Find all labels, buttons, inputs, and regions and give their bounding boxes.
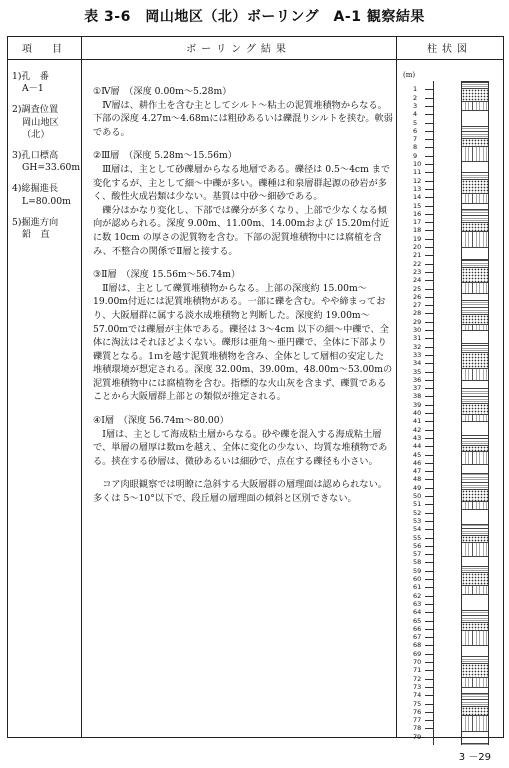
item-value: 岡山地区（北） [22, 116, 59, 140]
depth-tick [425, 654, 433, 655]
depth-label: 45 [413, 450, 422, 459]
depth-tick [425, 347, 433, 348]
section-heading: ④Ⅰ層 （深度 56.74m～80.00） [93, 415, 229, 427]
column-divider [81, 37, 82, 737]
depth-tick [425, 579, 433, 580]
depth-tick [425, 214, 433, 215]
depth-label: 57 [413, 550, 422, 559]
depth-tick [425, 712, 433, 713]
depth-tick [425, 463, 433, 464]
soil-layer [462, 231, 488, 248]
depth-label: 78 [413, 724, 422, 733]
depth-tick [425, 156, 433, 157]
depth-tick [425, 372, 433, 373]
item-direction [12, 217, 76, 241]
depth-label: 23 [413, 267, 422, 276]
depth-label: 41 [413, 417, 422, 426]
page-title: 表 3-6 岡山地区（北）ボーリング A-1 観察結果 [84, 9, 425, 25]
depth-tick [425, 612, 433, 613]
depth-label: 32 [413, 342, 422, 351]
observation-table [7, 36, 504, 741]
depth-label: 31 [413, 334, 422, 343]
boring-results [93, 85, 393, 506]
column-divider [396, 37, 397, 737]
depth-label: 79 [413, 732, 422, 741]
soil-layer [462, 663, 488, 678]
depth-tick [425, 264, 433, 265]
depth-label: 19 [413, 234, 422, 243]
depth-tick [425, 554, 433, 555]
depth-label: 43 [413, 433, 422, 442]
depth-tick [425, 521, 433, 522]
depth-tick [425, 637, 433, 638]
section-heading: ①Ⅳ層 （深度 0.00m～5.28m） [93, 86, 232, 97]
depth-label: 30 [413, 326, 422, 334]
soil-layer [462, 421, 488, 436]
soil-layer [462, 352, 488, 369]
soil-column [461, 81, 489, 745]
item-hole-number [12, 71, 76, 95]
depth-label: 44 [413, 442, 422, 451]
depth-tick [425, 239, 433, 240]
depth-tick [425, 380, 433, 381]
depth-label: 55 [413, 533, 422, 542]
depth-label: 67 [413, 633, 422, 642]
depth-label: 22 [413, 259, 422, 268]
depth-label: 58 [413, 558, 422, 567]
depth-label: 37 [413, 384, 422, 393]
depth-tick [425, 488, 433, 489]
depth-label: 74 [413, 691, 422, 700]
soil-layer [462, 473, 488, 490]
soil-layer [462, 594, 488, 611]
soil-layer [462, 630, 488, 646]
page-number: 3 －29 [458, 752, 491, 763]
soil-layer [462, 330, 488, 344]
depth-label: 34 [413, 359, 422, 368]
item-label: 3)孔口標高 [12, 150, 59, 162]
depth-label: 75 [413, 699, 422, 708]
depth-label: 48 [413, 475, 422, 484]
layer-i-section [93, 414, 393, 468]
depth-label: 77 [413, 716, 422, 725]
depth-tick [425, 139, 433, 140]
depth-tick [425, 695, 433, 696]
depth-label: 39 [413, 400, 422, 409]
depth-tick [425, 255, 433, 256]
depth-label: 52 [413, 508, 422, 517]
depth-label: 1 [413, 85, 418, 94]
depth-label: 9 [413, 151, 418, 160]
soil-layer [462, 542, 488, 557]
depth-tick [425, 496, 433, 497]
depth-scale-line [433, 81, 434, 745]
depth-tick [425, 355, 433, 356]
depth-tick [425, 106, 433, 107]
depth-tick [425, 114, 433, 115]
depth-tick [425, 189, 433, 190]
soil-layer [462, 179, 488, 194]
observation-note: コア肉眼観察では明瞭に急斜する大阪層群の層理面は認められない。多くは 5～10°以下で、段丘層の層理面の傾斜と区別できない。 [93, 479, 387, 505]
depth-tick [425, 679, 433, 680]
depth-label: 76 [413, 707, 422, 716]
depth-label: 36 [413, 375, 422, 384]
depth-tick [425, 728, 433, 729]
depth-tick [425, 546, 433, 547]
soil-layer [462, 267, 488, 283]
depth-label: 24 [413, 276, 422, 285]
depth-tick [425, 720, 433, 721]
depth-label: 51 [413, 500, 422, 509]
depth-tick [425, 98, 433, 99]
depth-tick [425, 513, 433, 514]
item-elevation [12, 150, 81, 174]
depth-label: 50 [413, 492, 422, 500]
depth-label: 27 [413, 301, 422, 310]
depth-tick [425, 471, 433, 472]
depth-tick [425, 131, 433, 132]
depth-tick [425, 596, 433, 597]
depth-label: 63 [413, 599, 422, 608]
depth-tick [425, 413, 433, 414]
depth-tick [425, 230, 433, 231]
depth-label: 18 [413, 226, 422, 235]
depth-tick [425, 338, 433, 339]
depth-label: 72 [413, 674, 422, 683]
depth-tick [425, 645, 433, 646]
depth-tick [425, 438, 433, 439]
depth-label: 12 [413, 176, 422, 185]
depth-label: 5 [413, 118, 418, 127]
section-heading: ②Ⅲ層 （深度 5.28m～15.56m） [93, 150, 237, 162]
depth-tick [425, 430, 433, 431]
soil-layer [462, 88, 488, 102]
depth-label: 2 [413, 93, 418, 102]
item-label: 4)総掘進長 [12, 183, 59, 195]
depth-tick [425, 89, 433, 90]
depth-label: 15 [413, 201, 422, 210]
depth-label: 49 [413, 483, 422, 492]
depth-label: 35 [413, 367, 422, 376]
depth-tick [425, 421, 433, 422]
depth-tick [425, 206, 433, 207]
depth-label: 4 [413, 110, 418, 119]
section-heading: ③Ⅱ層 （深度 15.56m～56.74m） [93, 269, 241, 281]
depth-tick [425, 272, 433, 273]
depth-tick [425, 662, 433, 663]
soil-layer [462, 146, 488, 162]
depth-label: 73 [413, 682, 422, 691]
depth-label: 56 [413, 541, 422, 550]
soil-layer [462, 743, 488, 747]
header-column: 柱状図 [427, 44, 472, 55]
depth-tick [425, 305, 433, 306]
depth-label: 62 [413, 591, 422, 600]
depth-label: 25 [413, 284, 422, 293]
soil-layer [462, 715, 488, 732]
depth-label: 29 [413, 317, 422, 326]
depth-label: 11 [413, 168, 422, 177]
depth-tick [425, 330, 433, 331]
soil-layer [462, 388, 488, 404]
layer-ii-section [93, 268, 393, 404]
depth-label: 38 [413, 392, 422, 401]
depth-tick [425, 529, 433, 530]
layer-iv-section [93, 85, 393, 139]
item-list [12, 71, 81, 250]
boring-log-column [401, 61, 503, 741]
depth-tick [425, 172, 433, 173]
item-value: 鉛 直 [22, 229, 50, 241]
depth-label: 14 [413, 193, 422, 202]
depth-label: 69 [413, 649, 422, 658]
depth-tick [425, 621, 433, 622]
depth-label: 46 [413, 458, 422, 467]
depth-label: 64 [413, 608, 422, 617]
soil-layer [462, 693, 488, 707]
depth-tick [425, 538, 433, 539]
depth-label: 26 [413, 292, 422, 301]
depth-tick [425, 280, 433, 281]
depth-tick [425, 181, 433, 182]
depth-tick [425, 289, 433, 290]
depth-tick [425, 147, 433, 148]
depth-label: 33 [413, 350, 422, 359]
depth-tick [425, 313, 433, 314]
depth-label: 71 [413, 666, 422, 675]
depth-label: 61 [413, 583, 422, 592]
depth-tick [425, 737, 433, 738]
depth-tick [425, 446, 433, 447]
item-label: 5)掘進方向 [12, 216, 59, 228]
item-value: GH=33.60m [22, 162, 81, 174]
depth-label: 13 [413, 184, 422, 193]
depth-tick [425, 504, 433, 505]
depth-label: 40 [413, 409, 422, 417]
header-item: 項 目 [22, 44, 67, 55]
depth-label: 21 [413, 251, 422, 260]
depth-label: 54 [413, 525, 422, 534]
depth-tick [425, 247, 433, 248]
depth-tick [425, 297, 433, 298]
depth-tick [425, 670, 433, 671]
depth-tick [425, 687, 433, 688]
depth-tick [425, 405, 433, 406]
depth-tick [425, 629, 433, 630]
item-value: A－1 [22, 83, 44, 95]
depth-label: 42 [413, 425, 422, 434]
depth-label: 8 [413, 143, 418, 152]
depth-tick [425, 396, 433, 397]
depth-tick [425, 164, 433, 165]
header-divider [8, 59, 503, 60]
depth-label: 53 [413, 516, 422, 525]
depth-label: 16 [413, 209, 422, 218]
depth-tick [425, 571, 433, 572]
depth-label: 10 [413, 160, 422, 168]
item-label: 1)孔 番 [12, 71, 49, 82]
depth-tick [425, 322, 433, 323]
depth-label: 28 [413, 309, 422, 318]
depth-label: 3 [413, 101, 418, 110]
depth-tick [425, 587, 433, 588]
depth-label: 70 [413, 658, 422, 666]
soil-layer [462, 300, 488, 315]
depth-label: 20 [413, 243, 422, 251]
item-location [12, 104, 76, 141]
depth-label: 65 [413, 616, 422, 625]
section-body: Ⅲ層は、主として砂礫層からなる地層である。礫径は 0.5～4cm まで変化するが、主として細～中礫が多い。礫種は和泉層群起源の砂岩が多く、酸性火成岩類は少ない。基質は中砂～細砂である。 [93, 163, 391, 203]
depth-label: 7 [413, 135, 418, 144]
section-body: Ⅱ層は、主として礫質堆積物からなる。上部の深度約 15.00m～19.00m付近には泥質堆積物がある。一部に礫を含む。やや締まっており、大阪層群に属する淡水成堆積物と判断した。深度約 19.00m～57.00mでは礫層が主体である。礫径は 3～4cm 以下の細～中礫で、全体に淘汰はそれほどよくない。礫形は亜角～亜円礫で、全体に下部より礫質となる。1ｍを越す泥質堆積物を含み、全体として層相の安定した堆積環境が想定される。深度 32.00m、39.00m、48.00m～53.00mの泥質堆積物中には腐植物を含む。指標的な火山灰を含まず、礫質であることから大阪層群上部との類似が推定される。 [93, 282, 393, 403]
soil-layer [462, 209, 488, 223]
depth-label: 60 [413, 575, 422, 583]
soil-layer [462, 110, 488, 127]
depth-tick [425, 363, 433, 364]
depth-tick [425, 704, 433, 705]
section-body: Ⅳ層は、耕作土を含む主としてシルト～粘土の泥質堆積物からなる。下部の深度 4.27m～4.68mには粗砂あるいは礫混りシルトを挟む。軟弱である。 [93, 99, 393, 138]
soil-layer [462, 572, 488, 586]
section-body: Ⅰ層は、主として海成粘土層からなる。砂や礫を混入する海成粘土層で、単層の層厚は数ｍを越え、全体に変化の少ない、均質な堆積物である。挟在する砂層は、微砂あるいは細砂で、点在する礫径も小さい。 [93, 428, 388, 467]
depth-tick [425, 123, 433, 124]
depth-tick [425, 388, 433, 389]
depth-tick [425, 604, 433, 605]
section-body: 礫分はかなり変化し、下部では礫分が多くなり、上部で少なくなる傾向が認められる。深度 9.00m、11.00m、14.00mおよび 15.20m付近に数 10cm の厚さの泥質物を含む。下部の泥質堆積物中には腐植を含み、不整合の関係でⅡ層と接する。 [93, 204, 390, 257]
depth-label: 59 [413, 566, 422, 575]
item-length [12, 183, 76, 207]
depth-tick [425, 562, 433, 563]
soil-layer [462, 509, 488, 525]
depth-label: 6 [413, 126, 418, 135]
depth-unit-label: (m) [403, 71, 416, 79]
layer-iii-section [93, 149, 393, 258]
soil-layer [462, 451, 488, 465]
depth-label: 47 [413, 467, 422, 476]
item-value: L=80.00m [22, 195, 71, 207]
header-result: ボーリング結果 [186, 44, 291, 55]
depth-label: 17 [413, 218, 422, 227]
depth-label: 66 [413, 624, 422, 633]
depth-tick [425, 455, 433, 456]
depth-tick [425, 222, 433, 223]
item-label: 2)調査位置 [12, 104, 59, 116]
depth-label: 68 [413, 641, 422, 650]
depth-tick [425, 197, 433, 198]
depth-tick [425, 479, 433, 480]
